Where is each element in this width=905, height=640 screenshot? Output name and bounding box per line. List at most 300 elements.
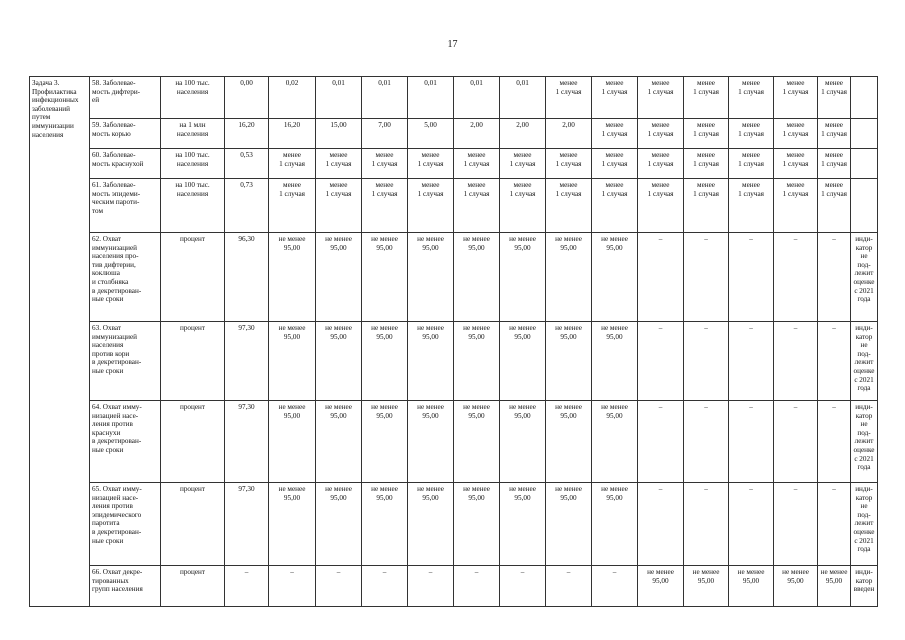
value-cell <box>269 233 316 322</box>
value-cell-text: менее 1 случая <box>821 151 847 168</box>
unit-cell <box>161 77 225 119</box>
value-cell-text: не менее 95,00 <box>371 235 398 252</box>
value-cell-text: не менее 95,00 <box>325 403 352 420</box>
unit-cell <box>161 322 225 401</box>
value-cell-text: менее 1 случая <box>738 79 764 96</box>
value-cell <box>729 483 774 566</box>
value-cell-text: не менее 95,00 <box>417 235 444 252</box>
table-row <box>30 483 878 566</box>
value-cell-text: не менее 95,00 <box>820 568 848 585</box>
value-cell-text: менее 1 случая <box>463 151 490 168</box>
indicator-name-cell-text: 58. Заболевае- мость дифтери- ей <box>92 79 141 105</box>
value-cell-text: не менее 95,00 <box>647 568 674 585</box>
unit-cell-text: на 1 млн населения <box>176 121 209 138</box>
table-row <box>30 233 878 322</box>
table-row <box>30 566 878 607</box>
value-cell <box>592 322 638 401</box>
indicator-name-cell-text: 65. Охват имму- низацией насе- ления против эпидемического паротита в декретирован- ные сроки <box>92 485 142 545</box>
value-cell-text: – <box>658 403 663 411</box>
value-cell <box>316 77 362 119</box>
value-cell-text: менее 1 случая <box>647 79 674 96</box>
value-cell <box>774 566 818 607</box>
value-cell-text: – <box>832 403 836 411</box>
value-cell <box>454 401 500 483</box>
base-value-cell <box>225 179 269 233</box>
value-cell <box>362 322 408 401</box>
value-cell <box>638 179 684 233</box>
note-cell-text: инди- катор не под- лежит оценке с 2021 года <box>853 485 875 554</box>
value-cell <box>592 483 638 566</box>
value-cell-text: менее 1 случая <box>821 79 847 96</box>
value-cell-text: менее 1 случая <box>555 181 582 198</box>
value-cell-text: менее 1 случая <box>647 151 674 168</box>
unit-cell-text: процент <box>179 235 206 243</box>
unit-cell <box>161 566 225 607</box>
value-cell <box>500 401 546 483</box>
value-cell <box>592 233 638 322</box>
value-cell-text: – <box>832 324 836 332</box>
value-cell-text: – <box>832 235 836 243</box>
indicator-name-cell <box>90 77 161 119</box>
value-cell-text: менее 1 случая <box>693 79 719 96</box>
value-cell-text: менее 1 случая <box>555 79 582 96</box>
value-cell-text: 7,00 <box>378 121 391 129</box>
value-cell <box>316 149 362 179</box>
value-cell <box>818 322 851 401</box>
value-cell <box>408 566 454 607</box>
value-cell-text: менее 1 случая <box>601 121 628 138</box>
unit-cell-text: процент <box>179 485 206 493</box>
base-value-cell <box>225 233 269 322</box>
indicator-name-cell <box>90 566 161 607</box>
value-cell <box>546 483 592 566</box>
value-cell <box>269 119 316 149</box>
indicator-name-cell-text: 63. Охват иммунизацией населения против кори в декретирован- ные сроки <box>92 324 142 375</box>
note-cell <box>851 401 878 483</box>
value-cell <box>408 233 454 322</box>
indicator-name-cell-text: 61. Заболевае- мость эпидеми- ческим пароти- том <box>92 181 141 215</box>
value-cell <box>454 179 500 233</box>
value-cell-text: – <box>832 485 836 493</box>
value-cell-text: не менее 95,00 <box>325 235 352 252</box>
value-cell <box>774 179 818 233</box>
value-cell-text: не менее 95,00 <box>417 324 444 341</box>
value-cell <box>408 401 454 483</box>
value-cell <box>592 566 638 607</box>
value-cell <box>546 401 592 483</box>
value-cell <box>684 483 729 566</box>
indicator-name-cell-text: 64. Охват имму- низацией насе- ления против краснухи в декретирован- ные сроки <box>92 403 142 454</box>
unit-cell <box>161 119 225 149</box>
value-cell-text: не менее 95,00 <box>509 403 536 420</box>
indicator-name-cell-text: 60. Заболевае- мость краснухой <box>92 151 144 168</box>
note-cell-text: инди- катор не под- лежит оценке с 2021 года <box>853 324 875 393</box>
base-value-cell <box>225 401 269 483</box>
value-cell <box>729 233 774 322</box>
indicators-table <box>29 76 878 607</box>
base-value-cell <box>225 322 269 401</box>
value-cell-text: не менее 95,00 <box>463 324 490 341</box>
value-cell <box>592 119 638 149</box>
value-cell-text: менее 1 случая <box>509 181 536 198</box>
value-cell-text: – <box>793 324 798 332</box>
value-cell-text: не менее 95,00 <box>371 324 398 341</box>
value-cell <box>269 77 316 119</box>
note-cell <box>851 233 878 322</box>
value-cell-text: менее 1 случая <box>417 181 444 198</box>
base-value-cell-text: 0,53 <box>240 151 253 159</box>
value-cell <box>316 119 362 149</box>
unit-cell-text: процент <box>179 403 206 411</box>
value-cell-text: – <box>612 568 617 576</box>
indicator-name-cell <box>90 149 161 179</box>
value-cell-text: менее 1 случая <box>509 151 536 168</box>
value-cell-text: не менее 95,00 <box>463 235 490 252</box>
value-cell <box>546 566 592 607</box>
value-cell-text: – <box>704 324 708 332</box>
value-cell-text: менее 1 случая <box>417 151 444 168</box>
value-cell <box>454 119 500 149</box>
value-cell-text: менее 1 случая <box>782 79 809 96</box>
value-cell <box>638 322 684 401</box>
value-cell-text: – <box>793 403 798 411</box>
unit-cell <box>161 233 225 322</box>
value-cell-text: – <box>704 485 708 493</box>
value-cell-text: – <box>382 568 387 576</box>
note-cell <box>851 322 878 401</box>
value-cell-text: не менее 95,00 <box>463 403 490 420</box>
value-cell <box>774 77 818 119</box>
value-cell-text: менее 1 случая <box>738 121 764 138</box>
value-cell <box>729 77 774 119</box>
value-cell <box>818 233 851 322</box>
value-cell <box>592 179 638 233</box>
note-cell <box>851 77 878 119</box>
value-cell <box>729 149 774 179</box>
value-cell-text: не менее 95,00 <box>555 485 582 502</box>
value-cell <box>269 149 316 179</box>
value-cell <box>454 149 500 179</box>
value-cell <box>729 566 774 607</box>
value-cell <box>362 566 408 607</box>
value-cell <box>592 401 638 483</box>
value-cell <box>362 401 408 483</box>
value-cell-text: – <box>749 324 753 332</box>
value-cell <box>454 566 500 607</box>
value-cell <box>362 233 408 322</box>
value-cell <box>546 119 592 149</box>
value-cell-text: не менее 95,00 <box>692 568 720 585</box>
base-value-cell-text: 0,73 <box>240 181 253 189</box>
unit-cell <box>161 149 225 179</box>
value-cell-text: менее 1 случая <box>601 181 628 198</box>
note-cell <box>851 483 878 566</box>
value-cell <box>638 566 684 607</box>
value-cell-text: – <box>566 568 571 576</box>
value-cell <box>684 401 729 483</box>
value-cell-text: 0,01 <box>424 79 437 87</box>
value-cell <box>818 483 851 566</box>
unit-cell-text: на 100 тыс. населения <box>175 181 210 198</box>
value-cell-text: 2,00 <box>516 121 529 129</box>
value-cell <box>729 401 774 483</box>
value-cell <box>500 119 546 149</box>
value-cell <box>362 179 408 233</box>
value-cell <box>818 179 851 233</box>
value-cell <box>362 119 408 149</box>
indicator-name-cell-text: 66. Охват декре- тированных групп населения <box>92 568 143 594</box>
value-cell-text: менее 1 случая <box>738 181 764 198</box>
base-value-cell-text: 97,30 <box>238 485 255 493</box>
value-cell-text: менее 1 случая <box>371 181 398 198</box>
value-cell-text: – <box>793 235 798 243</box>
value-cell-text: менее 1 случая <box>693 121 719 138</box>
value-cell <box>818 149 851 179</box>
value-cell <box>500 483 546 566</box>
value-cell <box>500 566 546 607</box>
value-cell-text: менее 1 случая <box>782 121 809 138</box>
indicator-name-cell <box>90 233 161 322</box>
value-cell-text: менее 1 случая <box>279 151 305 168</box>
value-cell <box>316 483 362 566</box>
task-label-text: Задача 3. Профилактика инфекционных заболеваний путем иммунизации населения <box>32 79 79 139</box>
base-value-cell <box>225 483 269 566</box>
value-cell <box>269 483 316 566</box>
indicator-name-cell <box>90 483 161 566</box>
indicator-name-cell <box>90 401 161 483</box>
value-cell <box>684 322 729 401</box>
table-row <box>30 77 878 119</box>
value-cell-text: не менее 95,00 <box>417 403 444 420</box>
note-cell-text: инди- катор не под- лежит оценке с 2021 года <box>853 235 875 304</box>
value-cell <box>684 149 729 179</box>
value-cell <box>774 483 818 566</box>
value-cell-text: 0,01 <box>378 79 391 87</box>
value-cell <box>592 77 638 119</box>
value-cell-text: не менее 95,00 <box>555 235 582 252</box>
base-value-cell-text: 16,20 <box>238 121 255 129</box>
table-row <box>30 322 878 401</box>
value-cell-text: – <box>658 235 663 243</box>
value-cell <box>684 233 729 322</box>
value-cell-text: 0,01 <box>470 79 483 87</box>
value-cell <box>454 322 500 401</box>
value-cell <box>269 566 316 607</box>
value-cell-text: не менее 95,00 <box>371 485 398 502</box>
value-cell-text: менее 1 случая <box>693 181 719 198</box>
note-cell-text: инди- катор не под- лежит оценке с 2021 года <box>853 403 875 472</box>
value-cell-text: менее 1 случая <box>693 151 719 168</box>
value-cell <box>818 566 851 607</box>
value-cell <box>774 401 818 483</box>
value-cell-text: 5,00 <box>424 121 437 129</box>
value-cell-text: не менее 95,00 <box>737 568 765 585</box>
value-cell-text: не менее 95,00 <box>371 403 398 420</box>
value-cell-text: не менее 95,00 <box>278 485 306 502</box>
value-cell-text: – <box>793 485 798 493</box>
value-cell <box>408 322 454 401</box>
value-cell-text: не менее 95,00 <box>509 485 536 502</box>
note-cell <box>851 179 878 233</box>
value-cell-text: менее 1 случая <box>821 121 847 138</box>
table-row <box>30 149 878 179</box>
unit-cell <box>161 401 225 483</box>
value-cell-text: – <box>749 403 753 411</box>
value-cell-text: не менее 95,00 <box>278 235 306 252</box>
value-cell-text: менее 1 случая <box>821 181 847 198</box>
value-cell <box>729 119 774 149</box>
indicator-name-cell <box>90 179 161 233</box>
value-cell-text: 15,00 <box>330 121 347 129</box>
value-cell <box>729 322 774 401</box>
value-cell <box>546 322 592 401</box>
value-cell-text: 0,02 <box>285 79 299 87</box>
value-cell <box>774 322 818 401</box>
value-cell-text: не менее 95,00 <box>417 485 444 502</box>
value-cell-text: – <box>749 485 753 493</box>
value-cell-text: менее 1 случая <box>782 181 809 198</box>
value-cell <box>638 149 684 179</box>
unit-cell-text: на 100 тыс. населения <box>175 79 210 96</box>
value-cell <box>546 179 592 233</box>
value-cell-text: 2,00 <box>562 121 575 129</box>
value-cell <box>454 233 500 322</box>
value-cell-text: менее 1 случая <box>279 181 305 198</box>
value-cell <box>500 322 546 401</box>
value-cell <box>408 77 454 119</box>
value-cell <box>818 401 851 483</box>
value-cell-text: не менее 95,00 <box>555 403 582 420</box>
value-cell <box>546 77 592 119</box>
value-cell-text: менее 1 случая <box>463 181 490 198</box>
value-cell <box>408 483 454 566</box>
value-cell-text: менее 1 случая <box>371 151 398 168</box>
value-cell <box>500 233 546 322</box>
value-cell-text: – <box>658 324 663 332</box>
value-cell-text: – <box>428 568 433 576</box>
value-cell <box>408 179 454 233</box>
value-cell-text: не менее 95,00 <box>325 485 352 502</box>
value-cell-text: 0,01 <box>516 79 529 87</box>
value-cell <box>684 119 729 149</box>
value-cell-text: менее 1 случая <box>325 151 352 168</box>
value-cell <box>684 77 729 119</box>
value-cell-text: не менее 95,00 <box>601 485 628 502</box>
value-cell <box>316 233 362 322</box>
value-cell <box>269 401 316 483</box>
value-cell-text: менее 1 случая <box>782 151 809 168</box>
table-row <box>30 179 878 233</box>
unit-cell-text: процент <box>179 568 206 576</box>
indicator-name-cell <box>90 322 161 401</box>
value-cell <box>362 483 408 566</box>
base-value-cell <box>225 566 269 607</box>
value-cell-text: менее 1 случая <box>555 151 582 168</box>
value-cell-text: не менее 95,00 <box>782 568 809 585</box>
value-cell <box>269 179 316 233</box>
unit-cell <box>161 483 225 566</box>
value-cell <box>408 149 454 179</box>
value-cell <box>269 322 316 401</box>
value-cell <box>362 77 408 119</box>
unit-cell-text: на 100 тыс. населения <box>175 151 210 168</box>
table-row <box>30 401 878 483</box>
base-value-cell-text: 96,30 <box>238 235 255 243</box>
value-cell <box>454 77 500 119</box>
base-value-cell-text: 97,30 <box>238 403 255 411</box>
base-value-cell-text: – <box>244 568 249 576</box>
value-cell-text: не менее 95,00 <box>601 235 628 252</box>
note-cell-text: инди- катор введен <box>853 568 875 594</box>
value-cell-text: не менее 95,00 <box>278 324 306 341</box>
value-cell-text: менее 1 случая <box>647 121 674 138</box>
value-cell-text: не менее 95,00 <box>601 403 628 420</box>
value-cell-text: не менее 95,00 <box>601 324 628 341</box>
value-cell-text: менее 1 случая <box>647 181 674 198</box>
base-value-cell-text: 0,00 <box>240 79 253 87</box>
value-cell-text: – <box>290 568 294 576</box>
value-cell <box>546 233 592 322</box>
value-cell-text: – <box>520 568 525 576</box>
value-cell-text: – <box>704 235 708 243</box>
value-cell <box>818 119 851 149</box>
value-cell <box>316 566 362 607</box>
value-cell <box>638 233 684 322</box>
unit-cell <box>161 179 225 233</box>
value-cell-text: не менее 95,00 <box>463 485 490 502</box>
indicator-name-cell-text: 59. Заболевае- мость корью <box>92 121 136 138</box>
value-cell-text: 2,00 <box>470 121 483 129</box>
value-cell-text: не менее 95,00 <box>555 324 582 341</box>
value-cell <box>500 179 546 233</box>
value-cell-text: менее 1 случая <box>601 79 628 96</box>
value-cell-text: менее 1 случая <box>325 181 352 198</box>
value-cell-text: не менее 95,00 <box>509 235 536 252</box>
note-cell <box>851 119 878 149</box>
value-cell <box>500 77 546 119</box>
value-cell <box>684 566 729 607</box>
value-cell-text: – <box>474 568 479 576</box>
value-cell <box>684 179 729 233</box>
indicator-name-cell <box>90 119 161 149</box>
value-cell <box>818 77 851 119</box>
value-cell <box>316 401 362 483</box>
value-cell-text: менее 1 случая <box>738 151 764 168</box>
value-cell-text: менее 1 случая <box>601 151 628 168</box>
base-value-cell <box>225 119 269 149</box>
value-cell-text: – <box>749 235 753 243</box>
value-cell <box>638 119 684 149</box>
value-cell <box>362 149 408 179</box>
value-cell-text: – <box>336 568 341 576</box>
value-cell <box>500 149 546 179</box>
value-cell <box>638 77 684 119</box>
note-cell <box>851 566 878 607</box>
value-cell <box>316 322 362 401</box>
base-value-cell <box>225 77 269 119</box>
value-cell-text: не менее 95,00 <box>325 324 352 341</box>
unit-cell-text: процент <box>179 324 206 332</box>
value-cell-text: – <box>658 485 663 493</box>
note-cell <box>851 149 878 179</box>
value-cell <box>408 119 454 149</box>
value-cell-text: не менее 95,00 <box>278 403 306 420</box>
value-cell <box>638 401 684 483</box>
value-cell-text: – <box>704 403 708 411</box>
table-row <box>30 119 878 149</box>
value-cell <box>729 179 774 233</box>
value-cell <box>774 149 818 179</box>
